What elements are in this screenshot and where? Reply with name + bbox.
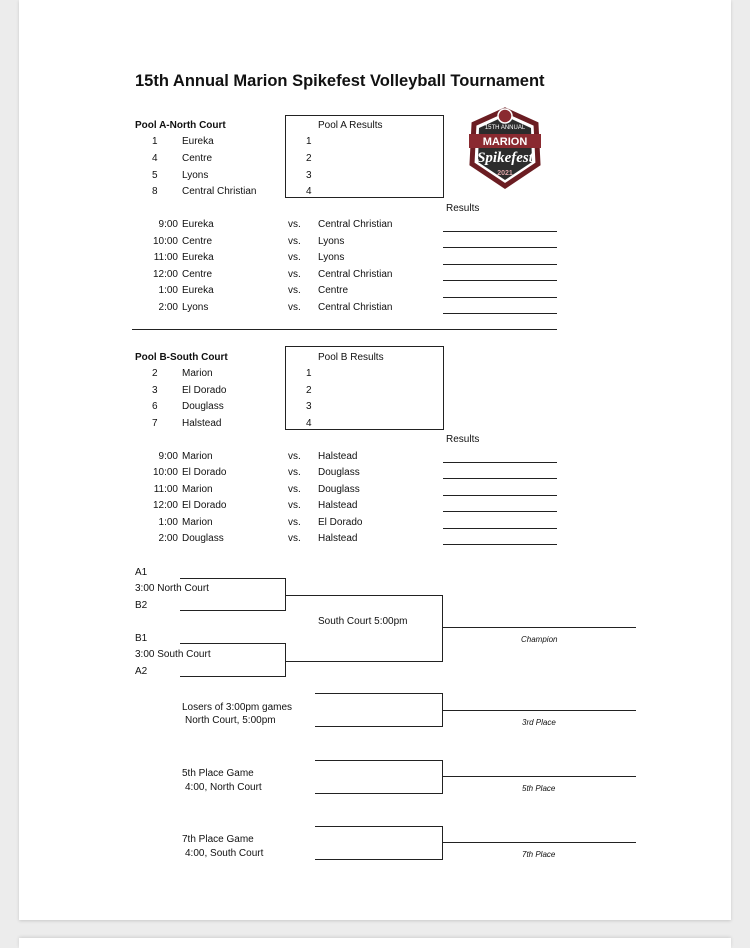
bracket-line [180, 643, 286, 644]
pool-b-seed: 2 [152, 368, 158, 379]
logo-script: Spikefest [477, 150, 533, 166]
pool-a-seed: 4 [152, 153, 158, 164]
result-line[interactable] [443, 247, 557, 248]
game-home-team: Marion [182, 484, 213, 495]
game-home-team: Eureka [182, 285, 214, 296]
pool-b-team: Douglass [182, 401, 224, 412]
pool-b-team: El Dorado [182, 385, 227, 396]
pool-b-seed: 6 [152, 401, 158, 412]
result-line[interactable] [443, 462, 557, 463]
result-line[interactable] [443, 495, 557, 496]
bracket-line [315, 826, 443, 827]
third-place-line[interactable] [442, 710, 636, 711]
bracket-line [285, 643, 286, 676]
seventh-game-line2: 4:00, South Court [185, 848, 264, 859]
result-line[interactable] [443, 231, 557, 232]
game-vs: vs. [288, 302, 301, 313]
bracket-line [315, 760, 443, 761]
champion-line[interactable] [442, 627, 636, 628]
game-home-team: Douglass [182, 533, 224, 544]
bracket-line [315, 726, 443, 727]
game-time: 10:00 [152, 236, 178, 247]
seventh-place-line[interactable] [442, 842, 636, 843]
game-time: 2:00 [158, 533, 178, 544]
logo-top-text: 15TH ANNUAL [484, 125, 526, 131]
section-divider [132, 329, 557, 330]
game-time: 9:00 [158, 451, 178, 462]
game-time: 11:00 [153, 252, 178, 263]
game-vs: vs. [288, 285, 301, 296]
losers-game-line2: North Court, 5:00pm [185, 715, 276, 726]
game-time: 2:00 [158, 302, 178, 313]
logo-year: 2021 [497, 170, 513, 177]
pool-a-seed: 8 [152, 186, 158, 197]
fifth-place-line[interactable] [442, 776, 636, 777]
bracket-line [442, 595, 443, 661]
game-vs: vs. [288, 533, 301, 544]
game-home-team: Eureka [182, 252, 214, 263]
pool-a-team: Eureka [182, 136, 214, 147]
game-time: 11:00 [153, 484, 178, 495]
game-away-team: Lyons [318, 236, 345, 247]
game-time: 12:00 [152, 269, 178, 280]
bracket-south-game: 3:00 South Court [135, 649, 211, 660]
game-time: 1:00 [158, 517, 178, 528]
game-vs: vs. [288, 467, 301, 478]
next-page-edge [19, 938, 731, 948]
game-home-team: Eureka [182, 219, 214, 230]
game-away-team: Centre [318, 285, 349, 296]
pool-a-place: 4 [306, 186, 312, 197]
document-title: 15th Annual Marion Spikefest Volleyball Tournament [135, 72, 545, 90]
pool-b-place: 2 [306, 385, 312, 396]
game-time: 9:00 [158, 219, 178, 230]
game-vs: vs. [288, 252, 301, 263]
game-away-team: Douglass [318, 484, 360, 495]
pool-a-results-label: Results [446, 203, 480, 214]
game-vs: vs. [288, 517, 301, 528]
game-vs: vs. [288, 269, 301, 280]
pool-a-place: 1 [306, 136, 312, 147]
third-place-label: 3rd Place [522, 718, 556, 727]
pool-b-place: 4 [306, 418, 312, 429]
game-vs: vs. [288, 484, 301, 495]
result-line[interactable] [443, 544, 557, 545]
game-time: 12:00 [152, 500, 178, 511]
game-away-team: El Dorado [318, 517, 363, 528]
result-line[interactable] [443, 511, 557, 512]
bracket-line [285, 661, 443, 662]
pool-a-place: 2 [306, 153, 312, 164]
game-away-team: Central Christian [318, 269, 393, 280]
game-away-team: Douglass [318, 467, 360, 478]
pool-a-heading: Pool A-North Court [135, 120, 226, 131]
pool-b-place: 1 [306, 368, 312, 379]
bracket-line [180, 610, 286, 611]
pool-b-team: Marion [182, 368, 213, 379]
game-away-team: Central Christian [318, 302, 393, 313]
bracket-line [315, 793, 443, 794]
bracket-line [180, 676, 286, 677]
game-away-team: Central Christian [318, 219, 393, 230]
bracket-line [285, 595, 443, 596]
bracket-line [180, 578, 286, 579]
game-away-team: Lyons [318, 252, 345, 263]
pool-a-team: Central Christian [182, 186, 257, 197]
result-line[interactable] [443, 478, 557, 479]
game-time: 1:00 [158, 285, 178, 296]
bracket-b1: B1 [135, 633, 148, 644]
pool-a-team: Lyons [182, 170, 209, 181]
losers-game-line1: Losers of 3:00pm games [182, 702, 293, 713]
game-away-team: Halstead [318, 533, 358, 544]
spikefest-logo [466, 104, 544, 190]
pool-a-place: 3 [306, 170, 312, 181]
result-line[interactable] [443, 297, 557, 298]
seventh-place-label: 7th Place [522, 850, 556, 859]
game-home-team: Centre [182, 236, 213, 247]
game-vs: vs. [288, 236, 301, 247]
game-vs: vs. [288, 500, 301, 511]
pool-b-results-label: Results [446, 434, 480, 445]
fifth-game-line2: 4:00, North Court [185, 782, 262, 793]
game-away-team: Halstead [318, 500, 358, 511]
fifth-place-label: 5th Place [522, 784, 556, 793]
fifth-game-line1: 5th Place Game [182, 768, 254, 779]
game-home-team: Marion [182, 517, 213, 528]
game-home-team: Centre [182, 269, 213, 280]
pool-a-results-title: Pool A Results [318, 120, 383, 131]
game-vs: vs. [288, 219, 301, 230]
pool-b-seed: 3 [152, 385, 158, 396]
bracket-line [315, 859, 443, 860]
result-line[interactable] [443, 313, 557, 314]
pool-b-heading: Pool B-South Court [135, 352, 228, 363]
bracket-line [315, 693, 443, 694]
pool-a-seed: 1 [152, 136, 158, 147]
logo-name: MARION [482, 136, 528, 148]
champion-label: Champion [521, 635, 558, 644]
pool-a-team: Centre [182, 153, 213, 164]
pool-b-seed: 7 [152, 418, 158, 429]
pool-a-seed: 5 [152, 170, 158, 181]
result-line[interactable] [443, 280, 557, 281]
result-line[interactable] [443, 264, 557, 265]
pool-b-team: Halstead [182, 418, 222, 429]
bracket-b2: B2 [135, 600, 148, 611]
game-time: 10:00 [152, 467, 178, 478]
game-home-team: El Dorado [182, 500, 227, 511]
game-vs: vs. [288, 451, 301, 462]
bracket-a2: A2 [135, 666, 148, 677]
bracket-a1: A1 [135, 567, 148, 578]
bracket-final: South Court 5:00pm [318, 616, 408, 627]
game-home-team: Marion [182, 451, 213, 462]
result-line[interactable] [443, 528, 557, 529]
pool-b-results-title: Pool B Results [318, 352, 384, 363]
game-home-team: El Dorado [182, 467, 227, 478]
bracket-north-game: 3:00 North Court [135, 583, 209, 594]
pool-b-place: 3 [306, 401, 312, 412]
game-home-team: Lyons [182, 302, 209, 313]
game-away-team: Halstead [318, 451, 358, 462]
seventh-game-line1: 7th Place Game [182, 834, 254, 845]
